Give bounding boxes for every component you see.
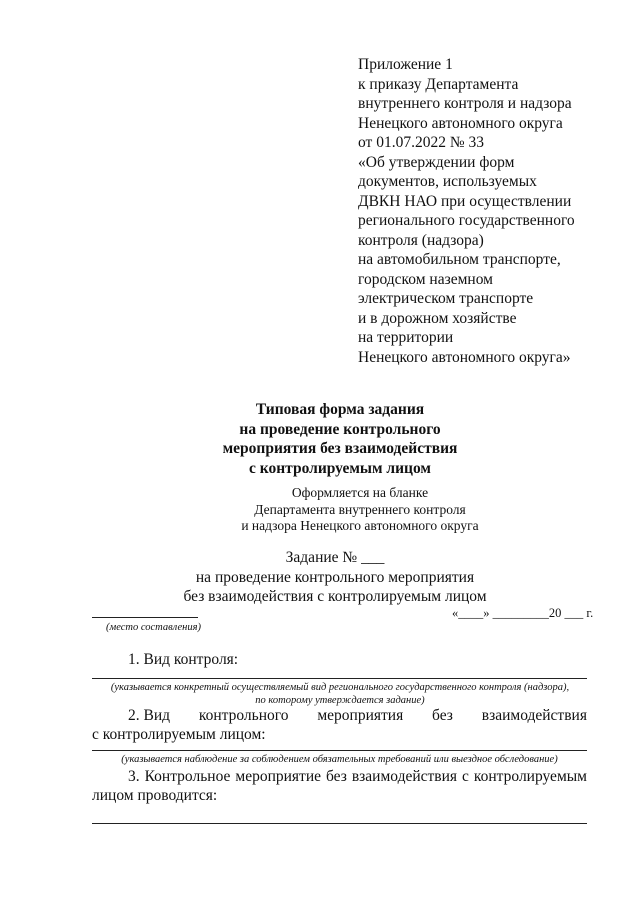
appendix-line: внутреннего контроля и надзора bbox=[358, 95, 572, 112]
appendix-line: городском наземном bbox=[358, 270, 493, 288]
section1-label: 1. Вид контроля: bbox=[128, 651, 239, 668]
form-title-line: на проведение контрольного bbox=[239, 420, 441, 438]
section1-hint-1: (указывается конкретный осуществляемый вид регионального государственного контроля (надзора), bbox=[110, 682, 570, 693]
appendix-line: Ненецкого автономного округа bbox=[358, 114, 563, 132]
form-title-line: Типовая форма задания bbox=[255, 401, 425, 418]
task-title-line: Задание № ___ bbox=[285, 549, 385, 566]
form-title-line: мероприятия без взаимодействия bbox=[222, 440, 458, 457]
appendix-line: от 01.07.2022 № 33 bbox=[358, 134, 484, 151]
section3-word: контролируемым bbox=[473, 768, 587, 785]
section3-word: с bbox=[462, 768, 469, 785]
section2-hint: (указывается наблюдение за соблюдением обязательных требований или выездное обследование) bbox=[121, 754, 558, 765]
appendix-line: «Об утверждении форм bbox=[358, 153, 515, 171]
task-title-line: без взаимодействия с контролируемым лицом bbox=[183, 588, 487, 605]
section3-word: 3. bbox=[128, 768, 140, 785]
appendix-line: и в дорожном хозяйстве bbox=[358, 309, 517, 327]
section3-word: Контрольное bbox=[144, 768, 231, 785]
section1-line bbox=[92, 678, 587, 679]
appendix-line: на территории bbox=[358, 329, 454, 346]
appendix-line: к приказу Департамента bbox=[358, 75, 519, 93]
section2-word: контрольного bbox=[198, 707, 289, 724]
form-title bbox=[180, 400, 500, 478]
section3-line1 bbox=[128, 767, 587, 787]
blank-note-line: и надзора Ненецкого автономного округа bbox=[241, 518, 479, 533]
appendix-line: Приложение 1 bbox=[358, 56, 453, 73]
section2-word: 2. Вид bbox=[128, 707, 171, 724]
appendix-line: электрическом транспорте bbox=[358, 290, 534, 307]
section3-line2: лицом проводится: bbox=[92, 787, 218, 804]
place-hint: (место составления) bbox=[106, 622, 202, 633]
section2-word: взаимодействия bbox=[481, 707, 587, 724]
section2-word: мероприятия bbox=[317, 707, 404, 724]
appendix-line: регионального государственного bbox=[358, 212, 575, 229]
section1-hint-2: по которому утверждается задание) bbox=[255, 695, 425, 706]
section3-word: без bbox=[325, 768, 347, 785]
appendix-line: ДВКН НАО при осуществлении bbox=[358, 192, 572, 210]
section3-line bbox=[92, 823, 587, 824]
date-field: «____» _________20 ___ г. bbox=[452, 606, 594, 620]
appendix-line: контроля (надзора) bbox=[358, 231, 484, 249]
section3-word: мероприятие bbox=[235, 768, 321, 785]
section2-line1 bbox=[128, 706, 587, 726]
appendix-line: Ненецкого автономного округа» bbox=[358, 348, 571, 366]
appendix-line: документов, используемых bbox=[358, 173, 537, 190]
form-title-line: с контролируемым лицом bbox=[249, 459, 431, 477]
section2-line bbox=[92, 750, 587, 751]
section2-line2: с контролируемым лицом: bbox=[92, 726, 266, 743]
place-line bbox=[92, 617, 198, 618]
task-title bbox=[160, 548, 510, 607]
blank-note bbox=[210, 485, 510, 535]
task-title-line: на проведение контрольного мероприятия bbox=[195, 568, 475, 586]
blank-note-line: Оформляется на бланке bbox=[291, 485, 429, 500]
appendix-line: на автомобильном транспорте, bbox=[358, 251, 561, 268]
section3-word: взаимодействия bbox=[351, 768, 458, 785]
appendix-header bbox=[358, 55, 628, 367]
section2-word: без bbox=[432, 707, 453, 724]
blank-note-line: Департамента внутреннего контроля bbox=[254, 501, 466, 517]
